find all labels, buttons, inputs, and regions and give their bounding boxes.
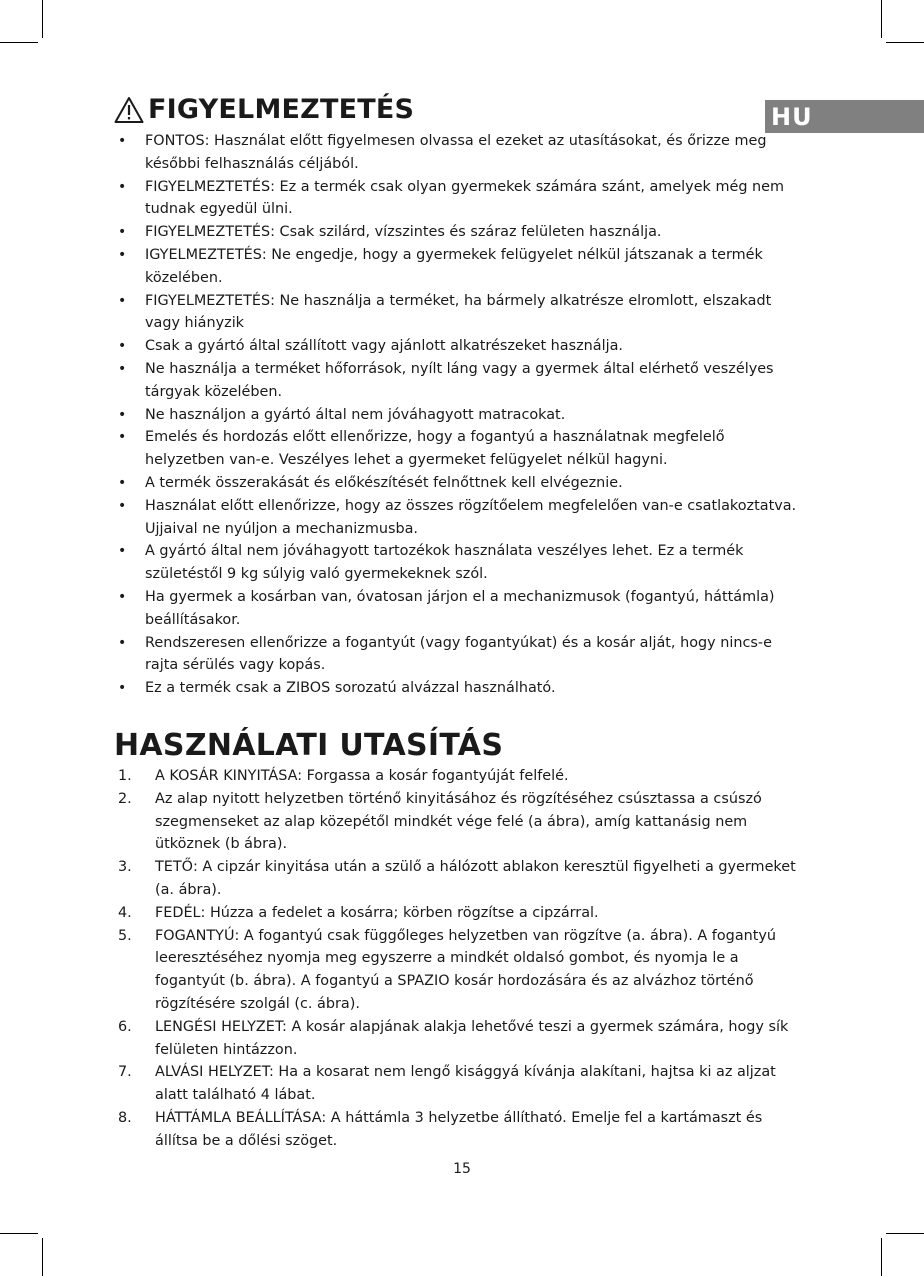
crop-mark [886, 1233, 924, 1234]
usage-step-number: 2. [118, 790, 132, 807]
warning-item [118, 358, 808, 404]
warning-item-text: Rendszeresen ellenőrizze a fogantyút (vagy fogantyúkat) és a kosár alját, hogy nincs-e rajta sérülés vagy kopás. [145, 634, 772, 674]
bullet-marker: • [118, 178, 127, 195]
warning-item-text: Emelés és hordozás előtt ellenőrizze, hogy a fogantyú a használatnak megfelelő helyzetben van-e. Veszélyes lehet a gyermeket felügyelet nélkül hagyni. [145, 429, 725, 469]
usage-step-number: 6. [118, 1018, 132, 1035]
usage-step [118, 1016, 808, 1062]
crop-mark [42, 0, 43, 38]
usage-step [118, 1061, 808, 1107]
warning-triangle-icon [114, 96, 144, 124]
warning-item [118, 335, 808, 358]
usage-step [118, 765, 808, 788]
bullet-marker: • [118, 474, 127, 491]
warning-item [118, 586, 808, 632]
bullet-marker: • [118, 133, 127, 149]
warning-item-text: Ha gyermek a kosárban van, óvatosan járjon el a mechanizmusok (fogantyú, háttámla) beállításakor. [145, 588, 775, 628]
bullet-marker: • [118, 680, 127, 697]
usage-step-text: Az alap nyitott helyzetben történő kinyitásához és rögzítéséhez csúsztassa a csúszó szegmenseket az alap közepétől mindkét vége felé (a ábra), amíg kattanásig nem ütköznek (b ábra). [155, 790, 762, 853]
usage-step [118, 925, 808, 1016]
usage-step-number: 1. [118, 768, 132, 784]
bullet-marker: • [118, 338, 127, 355]
warning-item [118, 221, 808, 244]
usage-heading: HASZNÁLATI UTASÍTÁS [114, 728, 504, 763]
warning-item-text: Használat előtt ellenőrizze, hogy az összes rögzítőelem megfelelően van-e csatlakoztatva. Ujjaival ne nyúljon a mechanizmusba. [145, 497, 797, 537]
warning-item [118, 426, 808, 472]
usage-step [118, 788, 808, 856]
warning-item-text: FIGYELMEZTETÉS: Ez a termék csak olyan gyermekek számára szánt, amelyek még nem tudnak egyedül ülni. [145, 178, 785, 218]
usage-step-text: A KOSÁR KINYITÁSA: Forgassa a kosár fogantyúját felfelé. [155, 768, 569, 784]
crop-mark [0, 1233, 38, 1234]
warning-item-text: Csak a gyártó által szállított vagy ajánlott alkatrészeket használja. [145, 338, 623, 355]
usage-step [118, 902, 808, 925]
warning-item [118, 495, 808, 541]
crop-mark [881, 0, 882, 38]
usage-step-number: 7. [118, 1064, 132, 1081]
warning-item-text: FIGYELMEZTETÉS: Csak szilárd, vízszintes és száraz felületen használja. [145, 224, 662, 241]
warning-item [118, 404, 808, 427]
usage-step-number: 3. [118, 859, 132, 876]
bullet-marker: • [118, 588, 127, 605]
crop-mark [886, 42, 924, 43]
bullet-marker: • [118, 543, 127, 560]
bullet-marker: • [118, 406, 127, 423]
warning-item [118, 677, 808, 700]
bullet-marker: • [118, 497, 127, 514]
warning-item [118, 176, 808, 222]
warning-item [118, 290, 808, 336]
usage-step-text: FEDÉL: Húzza a fedelet a kosárra; körben rögzítse a cipzárral. [155, 904, 599, 921]
page-number: 15 [453, 1161, 471, 1177]
usage-step-text: ALVÁSI HELYZET: Ha a kosarat nem lengő kisággyá kívánja alakítani, hajtsa ki az aljzat alatt található 4 lábat. [155, 1064, 776, 1104]
bullet-marker: • [118, 634, 127, 651]
warning-item [118, 540, 808, 586]
warning-list [118, 130, 808, 700]
usage-step-text: HÁTTÁMLA BEÁLLÍTÁSA: A háttámla 3 helyzetbe állítható. Emelje fel a kartámaszt és állítsa be a dőlési szöget. [155, 1109, 763, 1149]
bullet-marker: • [118, 429, 127, 446]
language-tab [765, 100, 924, 133]
warning-item [118, 244, 808, 290]
usage-list [118, 765, 808, 1153]
bullet-marker: • [118, 224, 127, 241]
bullet-marker: • [118, 246, 127, 263]
warning-item [118, 130, 808, 176]
usage-step-text: LENGÉSI HELYZET: A kosár alapjának alakja lehetővé teszi a gyermek számára, hogy sík felületen hintázzon. [155, 1018, 789, 1058]
usage-step [118, 856, 808, 902]
warning-heading [114, 94, 414, 125]
crop-mark [881, 1238, 882, 1276]
warning-item [118, 472, 808, 495]
warning-item-text: Ne használjon a gyártó által nem jóváhagyott matracokat. [145, 406, 566, 423]
usage-step-number: 5. [118, 927, 132, 944]
warning-item-text: Ne használja a terméket hőforrások, nyílt láng vagy a gyermek által elérhető veszélyes tárgyak közelében. [145, 360, 774, 400]
warning-item-text: FIGYELMEZTETÉS: Ne használja a terméket, ha bármely alkatrésze elromlott, elszakadt vagy hiányzik [145, 292, 772, 332]
warning-item-text: FONTOS: Használat előtt figyelmesen olvassa el ezeket az utasításokat, és őrizze meg későbbi felhasználás céljából. [145, 133, 767, 172]
warning-item-text: A gyártó által nem jóváhagyott tartozékok használata veszélyes lehet. Ez a termék születéstől 9 kg súlyig való gyermekeknek szól. [145, 543, 744, 583]
usage-step [118, 1107, 808, 1153]
warning-item-text: IGYELMEZTETÉS: Ne engedje, hogy a gyermekek felügyelet nélkül játszanak a termék közelében. [145, 246, 763, 286]
usage-step-text: FOGANTYÚ: A fogantyú csak függőleges helyzetben van rögzítve (a. ábra). A fogantyú leeresztéséhez nyomja meg egyszerre a mindkét oldalsó gombot, és nyomja le a fogantyút (b. ábra). A fogantyú a SPAZIO kosár hordozására és az alvázhoz történő rögzítésére szolgál (c. ábra). [155, 927, 777, 1012]
warning-item [118, 632, 808, 678]
bullet-marker: • [118, 292, 127, 309]
crop-mark [42, 1238, 43, 1276]
bullet-marker: • [118, 360, 127, 377]
warning-item-text: A termék összerakását és előkészítését felnőttnek kell elvégeznie. [145, 474, 623, 491]
usage-step-number: 8. [118, 1109, 132, 1126]
warning-item-text: Ez a termék csak a ZIBOS sorozatú alvázzal használható. [145, 680, 556, 697]
warning-title: FIGYELMEZTETÉS [148, 94, 415, 125]
language-tab-label: HU [771, 102, 813, 131]
usage-step-text: TETŐ: A cipzár kinyitása után a szülő a hálózott ablakon keresztül figyelheti a gyermeket (a. ábra). [155, 859, 796, 898]
crop-mark [0, 42, 38, 43]
usage-step-number: 4. [118, 904, 132, 921]
